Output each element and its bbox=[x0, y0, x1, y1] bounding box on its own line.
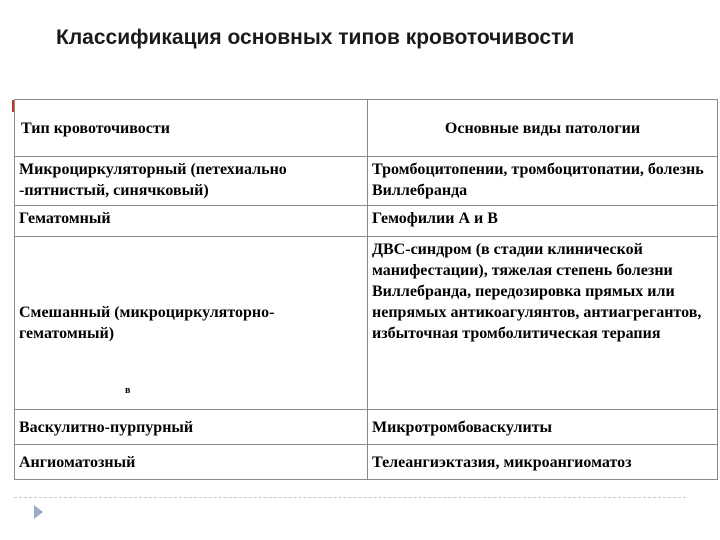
table-cell-pathology: Микротромбоваскулиты bbox=[368, 410, 718, 445]
table-row bbox=[15, 445, 718, 480]
classification-table-container bbox=[14, 99, 718, 480]
header-cell-pathology: Основные виды патологии bbox=[368, 100, 718, 157]
table-cell-type: Гематомный bbox=[15, 206, 368, 237]
table-cell-type bbox=[15, 237, 368, 410]
table-cell-pathology: Гемофилии А и В bbox=[368, 206, 718, 237]
table-cell-type: Васкулитно-пурпурный bbox=[15, 410, 368, 445]
table-cell-type: Микроциркуляторный (петехиально -пятнистый, синячковый) bbox=[15, 157, 368, 206]
footer-divider bbox=[14, 497, 686, 498]
classification-table bbox=[14, 99, 718, 480]
table-cell-pathology: Телеангиэктазия, микроангиоматоз bbox=[368, 445, 718, 480]
table-cell-pathology: ДВС-синдром (в стадии клинической манифестации), тяжелая степень болезни Виллебранда, передозировка прямых или непрямых антикоагулянтов, антиагрегантов, избыточная тромболитическая терапия bbox=[368, 237, 718, 410]
table-cell-pathology: Тромбоцитопении, тромбоцитопатии, болезнь Виллебранда bbox=[368, 157, 718, 206]
small-mark: в bbox=[125, 385, 131, 396]
header-cell-type: Тип кровоточивости bbox=[15, 100, 368, 157]
table-header-row bbox=[15, 100, 718, 157]
table-row bbox=[15, 206, 718, 237]
table-row bbox=[15, 157, 718, 206]
table-row bbox=[15, 237, 718, 410]
table-row bbox=[15, 410, 718, 445]
page-title: Классификация основных типов кровоточивости bbox=[56, 26, 575, 49]
table-cell-type-text: Смешанный (микроциркуляторно-гематомный) bbox=[19, 304, 275, 342]
chevron-right-icon[interactable] bbox=[30, 504, 46, 520]
table-cell-type: Ангиоматозный bbox=[15, 445, 368, 480]
